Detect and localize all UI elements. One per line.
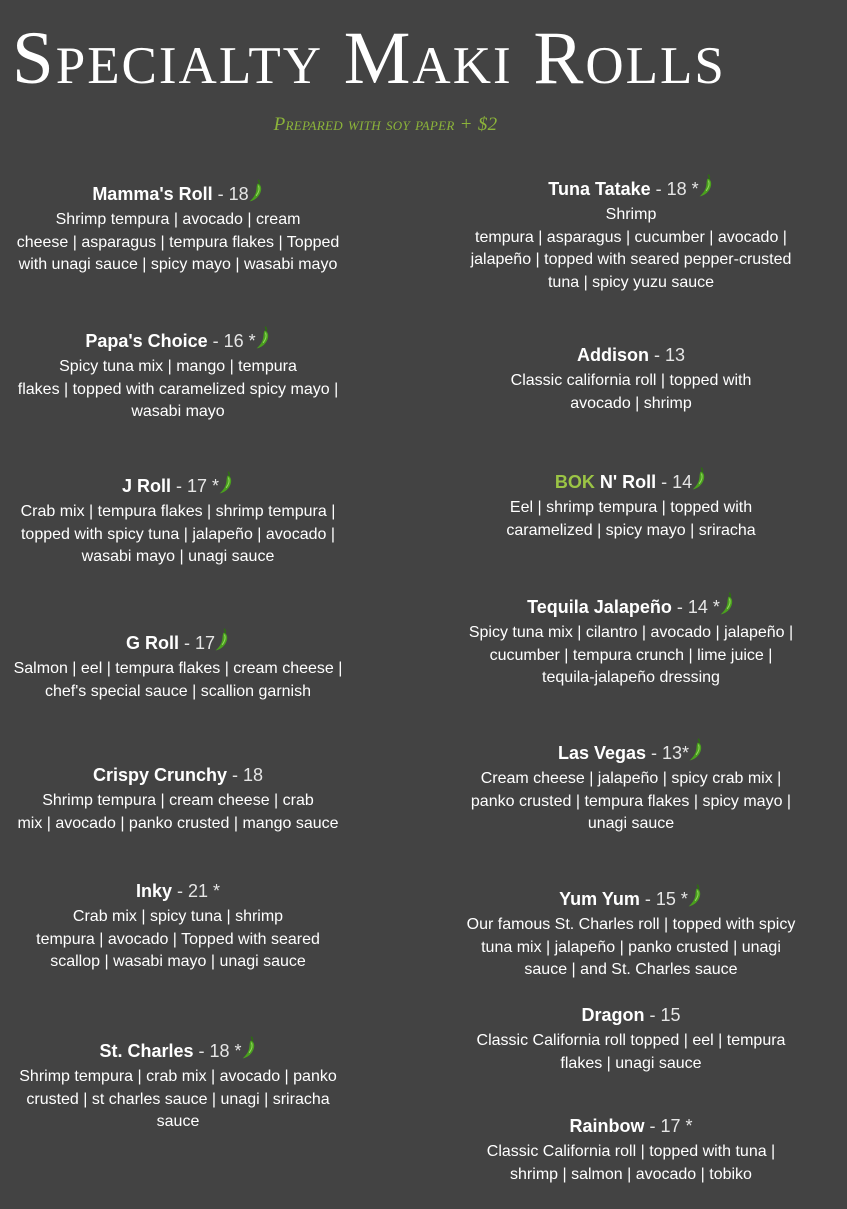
menu-item-g-roll xyxy=(0,628,356,703)
item-header xyxy=(446,467,816,494)
item-header xyxy=(0,1036,356,1063)
jalapeno-pepper-icon xyxy=(687,884,703,908)
item-description xyxy=(446,1030,816,1075)
description-line: topped with spicy tuna | jalapeño | avocado | xyxy=(20,525,335,543)
description-line: Classic California roll topped | eel | tempura xyxy=(476,1032,786,1049)
menu-item-crispy-crunchy xyxy=(0,763,356,835)
item-description xyxy=(0,501,356,569)
description-line: sauce xyxy=(156,1113,200,1131)
description-line: Eel | shrimp tempura | topped with xyxy=(509,499,753,516)
jalapeno-pepper-icon xyxy=(248,179,264,203)
menu-item-papa-s-choice xyxy=(0,326,356,424)
item-header xyxy=(0,326,356,353)
item-description xyxy=(0,658,356,703)
description-line: mix | avocado | panko crusted | mango sauce xyxy=(17,814,339,832)
menu-item-mamma-s-roll xyxy=(0,179,356,277)
jalapeno-pepper-icon xyxy=(719,592,735,616)
description-line: jalapeño | topped with seared pepper-crusted xyxy=(470,251,792,269)
item-price: - 16 * xyxy=(207,331,256,351)
item-name: J Roll xyxy=(121,476,171,496)
menu-item-rainbow xyxy=(446,1114,816,1186)
item-header xyxy=(446,884,816,911)
item-name: Tequila Jalapeño xyxy=(527,597,672,617)
item-price: - 14 * xyxy=(671,597,720,617)
item-header xyxy=(446,1114,816,1138)
item-header xyxy=(0,179,356,206)
item-header xyxy=(446,343,816,367)
item-header xyxy=(0,471,356,498)
item-price: - 21 * xyxy=(172,881,221,901)
item-header xyxy=(0,763,356,787)
jalapeno-pepper-icon xyxy=(691,467,707,491)
description-line: Shrimp tempura | cream cheese | crab xyxy=(42,792,314,809)
jalapeno-pepper-icon xyxy=(255,326,271,350)
jalapeno-pepper-icon xyxy=(241,1036,257,1060)
description-line: scallop | wasabi mayo | unagi sauce xyxy=(50,953,306,971)
menu-title: Specialty Maki Rolls xyxy=(12,17,726,100)
description-line: Spicy tuna mix | mango | tempura xyxy=(59,358,297,375)
description-line: Crab mix | spicy tuna | shrimp xyxy=(72,908,284,925)
item-description xyxy=(446,622,816,690)
item-price: - 18 xyxy=(227,765,264,785)
description-line: Cream cheese | jalapeño | spicy crab mix | xyxy=(480,770,782,787)
menu-item-tuna-tatake xyxy=(446,174,816,295)
description-line: Shrimp tempura | crab mix | avocado | panko xyxy=(19,1068,337,1085)
menu-item-yum-yum xyxy=(446,884,816,982)
item-name: Mamma's Roll xyxy=(92,184,213,204)
item-name: BOK xyxy=(554,472,595,492)
item-name: Crispy Crunchy xyxy=(92,765,227,785)
item-description xyxy=(446,1141,816,1186)
item-price: - 17 * xyxy=(644,1116,693,1136)
item-header xyxy=(446,1003,816,1027)
item-description xyxy=(446,768,816,836)
item-price: - 15 xyxy=(644,1005,681,1025)
item-header xyxy=(0,628,356,655)
item-price: - 18 * xyxy=(193,1041,242,1061)
description-line: with unagi sauce | spicy mayo | wasabi mayo xyxy=(18,256,338,274)
item-price: - 13* xyxy=(646,743,690,763)
jalapeno-pepper-icon xyxy=(218,471,234,495)
description-line: shrimp | salmon | avocado | tobiko xyxy=(510,1165,752,1183)
item-description xyxy=(0,209,356,277)
description-line: sauce | and St. Charles sauce xyxy=(524,961,738,979)
item-price: - 13 xyxy=(648,345,686,365)
description-line: panko crusted | tempura flakes | spicy mayo | xyxy=(470,792,792,810)
item-description xyxy=(446,914,816,982)
description-line: cheese | asparagus | tempura flakes | Topped xyxy=(16,233,340,251)
item-description xyxy=(0,1066,356,1134)
menu-item-dragon xyxy=(446,1003,816,1075)
item-price: - 15 * xyxy=(639,889,688,909)
description-line: cucumber | tempura crunch | lime juice | xyxy=(489,646,773,664)
item-description xyxy=(0,356,356,424)
description-line: wasabi mayo | unagi sauce xyxy=(81,548,275,566)
description-line: chef's special sauce | scallion garnish xyxy=(44,682,311,700)
description-line: tuna | spicy yuzu sauce xyxy=(547,274,715,292)
item-name: Dragon xyxy=(581,1005,645,1025)
description-line: Classic california roll | topped with xyxy=(510,372,752,389)
item-name: Las Vegas xyxy=(557,743,647,763)
menu-item-bok-n-roll xyxy=(446,467,816,542)
description-line: Our famous St. Charles roll | topped with spicy xyxy=(466,916,796,933)
item-description xyxy=(446,497,816,542)
menu-subtitle: Prepared with soy paper + $2 xyxy=(273,114,498,135)
description-line: tempura | avocado | Topped with seared xyxy=(36,930,320,948)
menu-item-inky xyxy=(0,879,356,974)
item-description xyxy=(446,204,816,295)
description-line: flakes | topped with caramelized spicy mayo | xyxy=(17,380,339,398)
menu-item-j-roll xyxy=(0,471,356,569)
description-line: flakes | unagi sauce xyxy=(560,1054,702,1072)
item-name-rest: N' Roll xyxy=(594,472,657,492)
item-name: G Roll xyxy=(125,633,179,653)
description-line: Shrimp xyxy=(605,206,657,223)
description-line: Crab mix | tempura flakes | shrimp tempura | xyxy=(20,503,336,520)
jalapeno-pepper-icon xyxy=(688,738,704,762)
menu-item-las-vegas xyxy=(446,738,816,836)
item-price: - 17 * xyxy=(170,476,220,496)
description-line: wasabi mayo xyxy=(131,403,225,421)
item-description xyxy=(0,906,356,974)
description-line: tequila-jalapeño dressing xyxy=(542,669,720,687)
item-header xyxy=(446,738,816,765)
item-name: Rainbow xyxy=(569,1116,645,1136)
item-description xyxy=(0,790,356,835)
item-header xyxy=(446,174,816,201)
description-line: Classic California roll | topped with tuna | xyxy=(486,1143,776,1160)
jalapeno-pepper-icon xyxy=(214,628,230,652)
description-line: avocado | shrimp xyxy=(570,394,692,412)
item-price: - 18 xyxy=(212,184,249,204)
description-line: unagi sauce xyxy=(587,815,675,833)
description-line: Salmon | eel | tempura flakes | cream cheese | xyxy=(13,660,343,677)
item-header xyxy=(446,592,816,619)
description-line: tempura | asparagus | cucumber | avocado | xyxy=(475,228,787,246)
description-line: tuna mix | jalapeño | panko crusted | unagi xyxy=(481,938,781,956)
item-name: Inky xyxy=(135,881,172,901)
description-line: Spicy tuna mix | cilantro | avocado | jalapeño | xyxy=(468,624,794,641)
jalapeno-pepper-icon xyxy=(698,174,714,198)
description-line: crusted | st charles sauce | unagi | sriracha xyxy=(26,1090,330,1108)
item-name: Yum Yum xyxy=(559,889,640,909)
description-line: Shrimp tempura | avocado | cream xyxy=(55,211,301,228)
item-name: St. Charles xyxy=(99,1041,194,1061)
item-name: Papa's Choice xyxy=(85,331,208,351)
menu-item-tequila-jalapeno xyxy=(446,592,816,690)
item-name: Addison xyxy=(576,345,649,365)
item-price: - 18 * xyxy=(650,179,699,199)
item-price: - 14 xyxy=(656,472,693,492)
item-name: Tuna Tatake xyxy=(548,179,651,199)
item-price: - 17 xyxy=(178,633,216,653)
menu-item-addison xyxy=(446,343,816,415)
description-line: caramelized | spicy mayo | sriracha xyxy=(506,521,756,539)
menu-item-st-charles xyxy=(0,1036,356,1134)
item-header xyxy=(0,879,356,903)
item-description xyxy=(446,370,816,415)
